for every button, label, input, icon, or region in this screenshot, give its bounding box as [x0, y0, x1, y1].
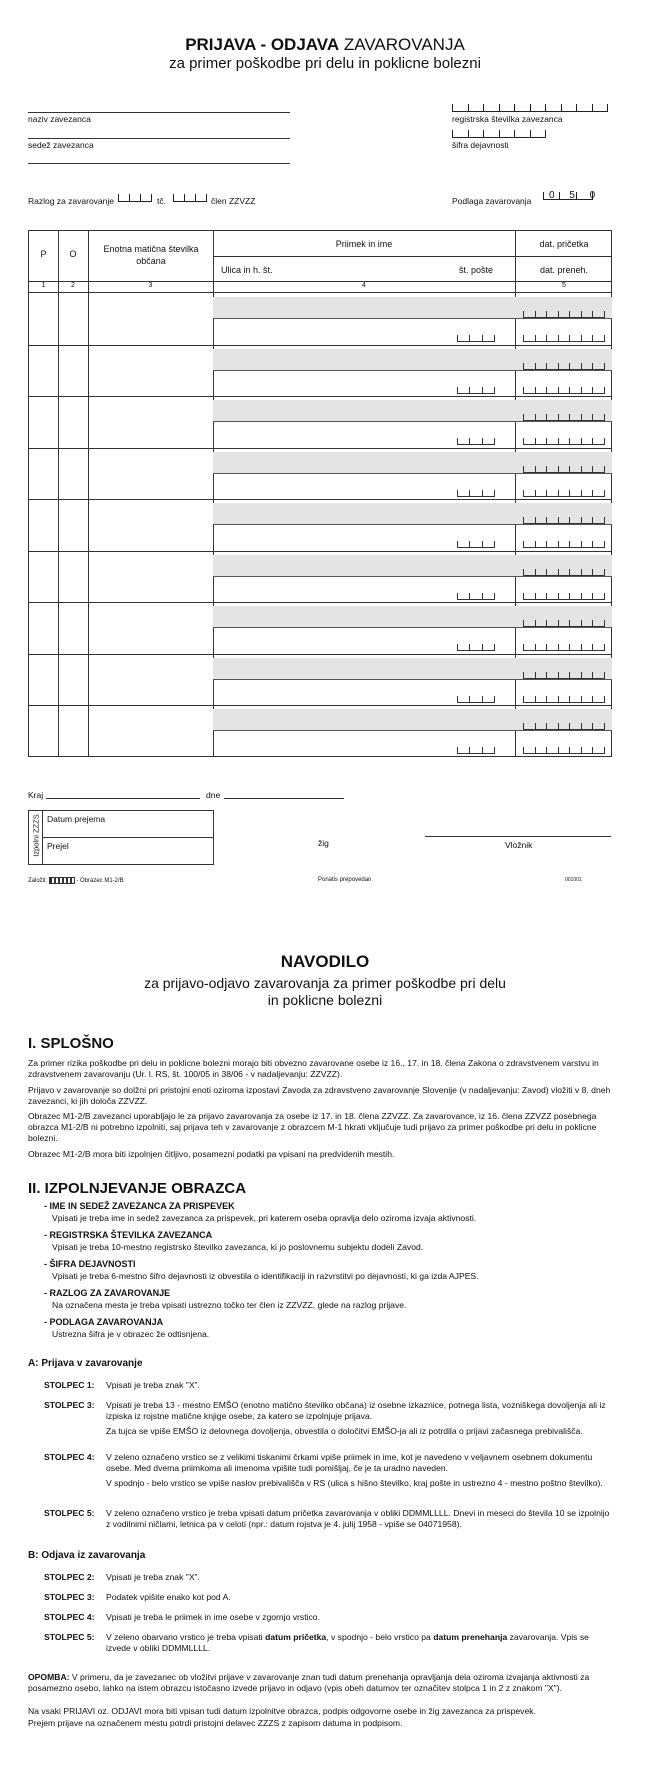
b-stolpec-3: STOLPEC 3: Podatek vpišite enako kot pod A.: [44, 1592, 231, 1602]
item-podlaga-text: Ustrezna šifra je v obrazec že odtisnjena.: [52, 1329, 210, 1339]
item-ime-heading: - IME IN SEDEŽ ZAVEZANCA ZA PRISPEVEK: [44, 1201, 235, 1211]
vloznik-line[interactable]: [425, 836, 611, 837]
col-num-5: 5: [562, 282, 566, 289]
vloznik-label: Vložnik: [505, 840, 533, 850]
date-start-boxes[interactable]: [523, 414, 605, 421]
podlaga-value: 0 5 0: [549, 190, 602, 201]
row-divider: [29, 499, 612, 500]
col-num-3: 3: [148, 282, 153, 289]
row-divider: [29, 448, 612, 449]
date-end-boxes[interactable]: [523, 696, 605, 703]
col-num-4: 4: [362, 282, 366, 289]
a-stolpec-4: STOLPEC 4: V zeleno označeno vrstico se z velikimi tiskanimi črkami vpiše priimek in ime, kot je navedeno v veljavnem osebnem dokumentu osebe. Med dvema priimkoma ali imenoma vpišite tudi pomišljaj, če je ta uradno naveden. V spodnjo - belo vrstico se vpiše naslov prebivališča v RS (ulica s hišno številko, kraj pošte in ustrezno 4 - mestno poštno številko).: [44, 1452, 603, 1488]
datum-prejema-label: Datum prejema: [47, 814, 106, 824]
kraj-line[interactable]: [46, 798, 200, 799]
row-divider: [29, 602, 612, 603]
item-sifra-text: Vpisati je treba 6-mestno šifro dejavnosti iz obvestila o identifikaciji in razvrstitvi po dejavnosti, ki ga izda AJPES.: [52, 1271, 479, 1281]
item-podlaga-heading: - PODLAGA ZAVAROVANJA: [44, 1317, 164, 1327]
zig-label: žig: [318, 838, 329, 848]
item-sifra-heading: - ŠIFRA DEJAVNOSTI: [44, 1259, 136, 1269]
date-start-boxes[interactable]: [523, 311, 605, 318]
opomba-text-2: Na vsaki PRIJAVI oz. ODJAVI mora biti vpisan tudi datum izpolnitve obrazca, podpis odgovorne osebe in žig zavezanca za prispevek.: [28, 1706, 536, 1716]
date-end-boxes[interactable]: [523, 438, 605, 445]
sifra-boxes[interactable]: [452, 130, 546, 138]
row-divider: [29, 396, 612, 397]
item-razlog-text: Na označena mesta je treba vpisati ustrezno točko ter člen iz ZZVZZ, glede na razlog prijave.: [52, 1300, 407, 1310]
item-reg-text: Vpisati je treba 10-mestno registrsko številko zavezanca, ki jo poslovnemu subjektu dodeli Zavod.: [52, 1242, 424, 1252]
splosno-p3: Obrazec M1-2/B zavezanci uporabljajo le za prijavo zavarovanja za osebe iz 17. in 18. člena ZZVZZ. Za zavarovance, iz 16. člena ZZVZZ posebnega obrazca M1-2/B ni potrebno izpolniti, saj prijava teh v zavarovanje z obrazcem M-1 hkrati vključuje tudi prijavo za primer poškodbe pri delu in poklicne bolezni.: [28, 1111, 597, 1143]
izpolni-zzzs-label: Izpolni ZZZS: [31, 814, 41, 857]
col-p-header: P: [40, 249, 47, 259]
opomba-text-3: Prejem prijave na označenem mestu potrdi pristojni delavec ZZZS z zapisom datuma in podpisom.: [28, 1718, 403, 1728]
a-stolpec-1: STOLPEC 1: Vpisati je treba znak "X".: [44, 1380, 200, 1390]
date-end-boxes[interactable]: [523, 541, 605, 548]
col-o-header: O: [69, 249, 77, 259]
date-end-boxes[interactable]: [523, 387, 605, 394]
reg-st-boxes[interactable]: [452, 104, 608, 112]
date-end-boxes[interactable]: [523, 490, 605, 497]
naziv-line[interactable]: [28, 112, 290, 113]
section-izpolnjevanje: II. IZPOLNJEVANJE OBRAZCA: [28, 1180, 247, 1197]
date-start-boxes[interactable]: [523, 517, 605, 524]
navodilo-subtitle: za prijavo-odjavo zavarovanja za primer poškodbe pri delu in poklicne bolezni: [144, 975, 506, 1008]
section-a-title: A: Prijava v zavarovanje: [28, 1358, 143, 1369]
col-datp-header: dat. pričetka: [539, 239, 589, 249]
tc-label: tč.: [157, 196, 166, 206]
sifra-label: šifra dejavnosti: [452, 140, 509, 150]
zalozil-text: Založil: - Obrazec M1-2/B: [28, 878, 124, 885]
postal-code-boxes[interactable]: [457, 387, 495, 394]
navodilo-title: NAVODILO: [280, 952, 370, 971]
publisher-logo-icon: [49, 877, 75, 884]
postal-code-boxes[interactable]: [457, 747, 495, 754]
zzzs-box: [28, 810, 214, 865]
section-b-title: B: Odjava iz zavarovanja: [28, 1550, 146, 1561]
row-divider: [29, 654, 612, 655]
kraj-label: Kraj: [28, 790, 44, 800]
col-num-2: 2: [71, 282, 75, 289]
postal-code-boxes[interactable]: [457, 335, 495, 342]
date-start-boxes[interactable]: [523, 363, 605, 370]
b-stolpec-5: STOLPEC 5: V zeleno obarvano vrstico je treba vpisati datum pričetka, v spodnjo - belo vrstico pa datum prenehanja zavarovanja. Vpis se izvede v obliki DDMMLLLL.: [44, 1632, 589, 1653]
reg-st-label: registrska številka zavezanca: [452, 114, 563, 124]
postal-code-boxes[interactable]: [457, 593, 495, 600]
a-stolpec-5: STOLPEC 5: V zeleno označeno vrstico je treba vpisati datum pričetka zavarovanja v obliki DDMMLLLL. Dnevi in meseci do števila 10 se izpolnijo z vodilnimi ničlami, letnica pa v celoti (npr.: datum rojstva je 4. julij 1958 - vpiše se 04071958).: [44, 1508, 610, 1529]
sedez-label: sedež zavezanca: [28, 140, 94, 150]
postal-code-boxes[interactable]: [457, 696, 495, 703]
naziv-label: naziv zavezanca: [28, 114, 91, 124]
form-code: 001001: [565, 877, 582, 883]
splosno-p2: Prijavo v zavarovanje so dolžni pri pristojni enoti oziroma izpostavi Zavoda za zdravstveno zavarovanje Slovenije (v nadaljevanju: Zavod) vložiti v 8. dneh zavezanci, ki jih določa ZZVZZ.: [28, 1085, 611, 1106]
splosno-p4: Obrazec M1-2/B mora biti izpolnjen čitljivo, posamezni podatki pa vpisani na predvidenih mestih.: [28, 1149, 395, 1159]
razlog-tc-boxes[interactable]: [118, 194, 152, 202]
razlog-label: Razlog za zavarovanje: [28, 196, 114, 206]
date-end-boxes[interactable]: [523, 644, 605, 651]
podlaga-label: Podlaga zavarovanja: [452, 196, 532, 206]
b-stolpec-2: STOLPEC 2: Vpisati je treba znak "X".: [44, 1572, 200, 1582]
ponatis-text: Ponatis prepovedan: [318, 877, 372, 883]
sedez-line-2[interactable]: [28, 163, 290, 164]
col-num-1: 1: [41, 282, 46, 289]
date-end-boxes[interactable]: [523, 747, 605, 754]
col-ulica-header: Ulica in h. št.: [221, 265, 273, 275]
date-start-boxes[interactable]: [523, 672, 605, 679]
postal-code-boxes[interactable]: [457, 490, 495, 497]
sedez-line[interactable]: [28, 138, 290, 139]
opomba-text: OPOMBA: V primeru, da je zavezanec ob vložitvi prijave v zavarovanje znan tudi datum prenehanja opravljanja dela oziroma izvajanja aktivnosti za posamezno osebo, lahko na istem obrazcu istočasno izvede prijavo in odjavo (vpis obeh datumov ter označitev stolpca 1 in 2 z znakom "X").: [28, 1672, 590, 1693]
prejel-label: Prejel: [47, 841, 69, 851]
section-splosno: I. SPLOŠNO: [28, 1035, 114, 1052]
dne-line[interactable]: [224, 798, 344, 799]
item-reg-heading: - REGISTRSKA ŠTEVILKA ZAVEZANCA: [44, 1230, 213, 1240]
splosno-p1: Za primer rizika poškodbe pri delu in poklicne bolezni morajo biti obvezno zavarovane osebe iz 16., 17. in 18. člena Zakona o zdravstvenem varstvu in zdravstvenem zavarovanju (Ur. l. RS, št. 100/05 in 38/06 - v nadaljevanju: ZZVZZ).: [28, 1058, 599, 1079]
item-razlog-heading: - RAZLOG ZA ZAVAROVANJE: [44, 1288, 171, 1298]
row-divider: [29, 705, 612, 706]
date-start-boxes[interactable]: [523, 466, 605, 473]
form-subtitle: za primer poškodbe pri delu in poklicne bolezni: [169, 55, 481, 72]
row-divider: [29, 345, 612, 346]
col-priimek-header: Priimek in ime: [335, 239, 393, 249]
row-divider: [29, 551, 612, 552]
form-title: PRIJAVA - ODJAVA ZAVAROVANJA: [185, 35, 465, 54]
date-start-boxes[interactable]: [523, 620, 605, 627]
postal-code-boxes[interactable]: [457, 541, 495, 548]
item-ime-text: Vpisati je treba ime in sedež zavezanca za prispevek, pri katerem oseba opravlja delo oziroma izvaja aktivnosti.: [52, 1213, 477, 1223]
date-start-boxes[interactable]: [523, 723, 605, 730]
col-emso-header: Enotna matična številka občana: [103, 244, 199, 266]
col-datpr-header: dat. preneh.: [539, 265, 589, 275]
col-posta-header: št. pošte: [459, 265, 494, 275]
clen-boxes[interactable]: [173, 194, 207, 202]
date-end-boxes[interactable]: [523, 335, 605, 342]
entries-table: [28, 230, 612, 757]
postal-code-boxes[interactable]: [457, 644, 495, 651]
clen-label: člen ZZVZZ: [211, 196, 256, 206]
dne-label: dne: [206, 790, 221, 800]
postal-code-boxes[interactable]: [457, 438, 495, 445]
a-stolpec-3: STOLPEC 3: Vpisati je treba 13 - mestno EMŠO (enotno matično številko občana) iz osebne izkaznice, potnega lista, vozniškega dovoljenja ali iz izpiska iz rojstne matične knjige osebe, za katero se izpolnjuje prijava. Za tujca se vpiše EMŠO iz delovnega dovoljenja, obvestila o določitvi EMŠO-ja ali iz potrdila o prijavi začasnega prebivališča.: [44, 1400, 606, 1436]
date-end-boxes[interactable]: [523, 593, 605, 600]
b-stolpec-4: STOLPEC 4: Vpisati je treba le priimek in ime osebe v zgornjo vrstico.: [44, 1612, 320, 1622]
date-start-boxes[interactable]: [523, 569, 605, 576]
